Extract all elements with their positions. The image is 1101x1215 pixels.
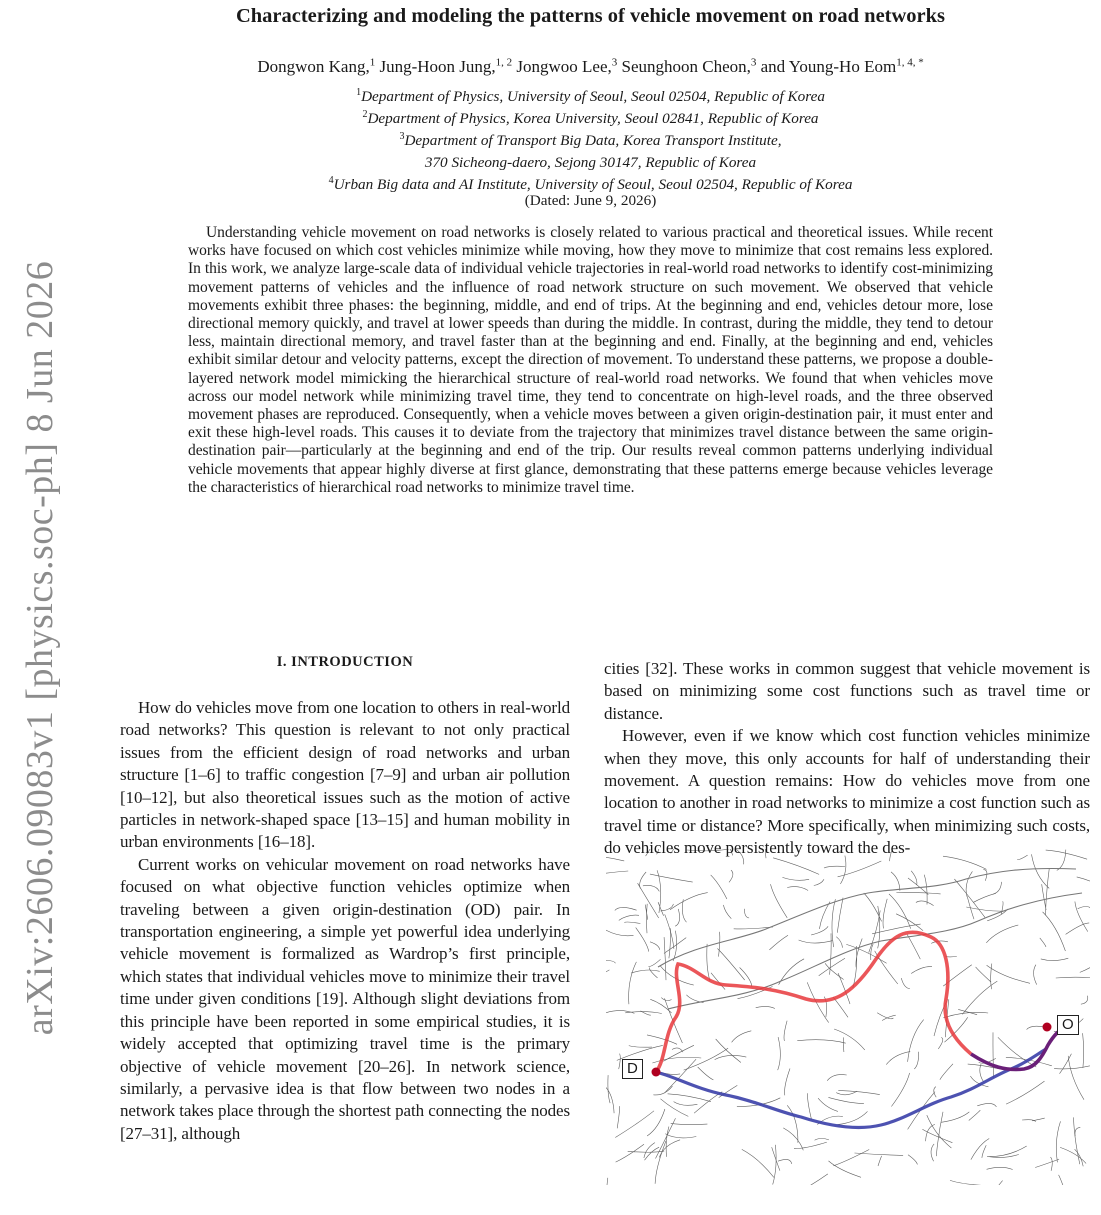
road-segment [819,958,845,976]
road-segment [674,1102,698,1106]
road-segment [606,929,634,936]
road-segment [606,855,624,861]
road-segment [665,914,674,949]
road-segment [832,899,835,947]
road-segment [606,1087,614,1113]
road-segment [1059,1175,1068,1185]
road-segment [606,871,628,877]
road-segment [629,962,637,1004]
road-segment [718,949,745,981]
road-segment [838,1090,880,1094]
road-segment [836,937,842,948]
road-segment [843,1037,844,1052]
road-segment [684,1048,729,1070]
road-segment [828,1097,864,1103]
author: Jongwoo Lee,$^3$ [516,56,618,76]
road-segment [615,1111,654,1138]
road-segment [669,928,671,958]
road-segment [644,1143,655,1158]
road-segment [1043,912,1066,951]
destination-label: D [622,1059,643,1079]
road-segment [715,1055,747,1059]
road-segment [986,925,1018,943]
road-segment [787,887,808,891]
road-segment [785,1069,790,1096]
road-segment [976,967,992,982]
road-segment [616,1144,644,1162]
arxiv-identifier: arXiv:2606.09083v1 [physics.soc-ph] 8 Jun 2026 [19,260,61,1036]
road-segment [837,898,843,933]
road-segment [833,1150,869,1166]
road-segment [982,1145,986,1158]
road-segment [838,973,850,1004]
road-segment [682,899,686,922]
road-segment [711,875,727,899]
road-segment [987,965,1030,983]
road-segment [773,1145,776,1185]
road-segment [931,1144,934,1161]
road-segment [1068,1056,1084,1100]
road-segment [729,870,733,882]
road-segment [1078,907,1090,911]
road-segment [797,1040,845,1043]
road-segment [834,1029,865,1050]
road-segment [650,942,660,950]
road-segment [896,914,923,931]
road-segment [943,856,987,869]
road-segment [649,968,657,978]
road-segment [687,849,731,851]
road-segment [666,1127,669,1157]
travel-time-route [656,932,971,1072]
abstract: Understanding vehicle movement on road networks is closely related to various practical and theoretical issues. While recent works have focused on which cost vehicles minimize while moving, how they move to minimize that cost remains less explored. In this work, we analyze large-scale data of individual vehicle trajectories in real-world road networks to identify cost-minimizing movement patterns of vehicles and the influence of road network structure on such movement. We observed that vehicle movements exhibit three phases: the beginning, middle, and end of trips. At the beginning and end, vehicles detour more, lose directional memory quickly, and travel at lower speeds than during the middle. In contrast, during the middle, they tend to detour less, maintain directional memory, and travel faster than at the beginning and end. Finally, at the beginning and end, vehicles exhibit similar detour and velocity patterns, except the direction of movement. To understand these patterns, we propose a double-layered network model mimicking the hierarchical structure of real-world road networks. We found that when vehicles move across our model network while minimizing travel time, they tend to concentrate on high-level roads, and the three observed movement phases are reproduced. Consequently, when a vehicle moves between a given origin-destination pair, it must enter and exit these high-level roads. This causes it to deviate from the trajectory that minimizes travel distance between the same origin-destination pair—particularly at the beginning and end of the trip. Our results reveal common patterns underlying individual vehicle movements that appear highly diverse at first glance, demonstrating that these patterns emerge because vehicles leverage the characteristics of hierarchical road networks to minimize travel time. [188,224,993,496]
road-segment [943,1012,988,1017]
road-segment [647,1109,665,1136]
author: Dongwon Kang,$^1$ [257,56,376,76]
road-segment [784,1021,787,1041]
left-column [120,654,570,1145]
road-segment [896,892,940,893]
road-segment [987,1167,1013,1169]
road-segment [1080,951,1090,972]
road-segment [606,1178,608,1185]
road-segment [936,1112,943,1156]
road-segment [833,997,848,1017]
road-segment [975,1181,1003,1185]
road-segment [650,999,671,1013]
dated-line: (Dated: June 9, 2026) [524,192,657,209]
road-segment [664,938,686,954]
road-segment [1040,938,1046,947]
road-segment [1054,1065,1090,1069]
road-segment [926,1124,935,1141]
road-segment [1045,868,1049,915]
affiliation: 370 Sicheong-daero, Sejong 30147, Republic of Korea [424,154,757,172]
road-segment [1075,1149,1084,1166]
road-segment [668,1094,711,1102]
affiliation: $^4$Urban Big data and AI Institute, University of Seoul, Seoul 02504, Republic of Korea [328,175,853,194]
road-segment [664,937,666,980]
road-segment [655,1141,666,1184]
road-segment [990,1146,1027,1157]
road-segment [882,1015,896,1020]
road-segment [794,1142,827,1149]
road-segment [1042,884,1046,910]
road-segment [922,1129,952,1142]
intro-paragraph: However, even if we know which cost function vehicles minimize when they move, this only accounts for half of understanding their movement. A question remains: How do vehicles move from one location to another in road networks to minimize a cost function such as travel time or distance? More specifically, when minimizing such costs, do vehicles move persistently toward the des- [604,726,1090,858]
road-segment [698,1067,714,1080]
road-segment [719,932,720,957]
road-segment [615,907,637,910]
road-segment [663,1045,694,1061]
road-network-map [606,849,1090,1185]
road-segment [771,884,788,918]
road-segment [827,1075,847,1081]
road-segment [653,1086,672,1095]
intro-paragraph: Current works on vehicular movement on road networks have focused on what objective function vehicles optimize when traveling between a given origin-destination (OD) pair. In transportation engineering, a simple yet powerful idea underlying vehicle movement is formalized as Wardrop’s first principle, which states that individual vehicles move to minimize their travel time under given conditions [19]. Although slight deviations from this principle have been reported in some empirical studies, it is widely accepted that optimizing travel time is the primary objective of vehicle movement [20–26]. In network science, similarly, a pervasive idea is that flow between two nodes in a network takes place through the shortest path connecting the nodes [27–31], although [120,854,570,1143]
road-segment [1041,958,1069,960]
road-segment [658,902,664,916]
road-segment [619,1054,621,1070]
paper-title: Characterizing and modeling the patterns of vehicle movement on road networks [235,5,946,27]
road-segment [707,944,710,981]
road-segment [954,879,985,917]
road-segment [619,915,639,920]
destination-marker [652,1068,661,1077]
road-segment [661,904,674,911]
road-segment [815,1138,829,1140]
road-segment [924,875,927,905]
road-segment [987,1154,1019,1157]
road-segment [675,909,679,926]
road-segment [661,998,671,1001]
road-segment [608,1075,610,1103]
road-segment [606,970,609,982]
road-segment [649,959,661,966]
road-segment [901,978,910,989]
road-segment [736,850,743,865]
road-segment [657,870,661,913]
road-segment [911,967,932,974]
road-segment [814,879,824,885]
arxiv-sidebar [0,0,80,1215]
road-segment [966,907,1004,911]
affiliation: $^2$Department of Physics, Korea University, Seoul 02841, Republic of Korea [362,109,819,128]
road-segment [1060,1147,1086,1163]
origin-label: O [1057,1015,1079,1035]
road-segment [907,935,920,960]
origin-marker [1043,1023,1052,1032]
road-segment [993,882,1001,894]
road-segment [908,1155,917,1165]
road-segment [908,1020,924,1062]
road-segment [665,1134,696,1138]
road-segment [659,1140,680,1158]
road-network-lines [606,849,1090,1185]
road-segment [645,1147,660,1160]
road-segment [829,1161,862,1177]
road-segment [631,970,660,973]
road-segment [886,1052,910,1065]
road-segment [656,1118,676,1158]
road-segment [1056,1121,1060,1162]
road-segment [716,1039,741,1063]
road-segment [889,894,911,929]
distance-route [656,1049,1046,1127]
road-segment [824,866,845,868]
road-segment [624,922,640,924]
road-segment [883,899,887,929]
road-segment [740,968,752,987]
road-segment [756,1006,775,1008]
road-segment [974,893,996,902]
road-segment [1035,1159,1059,1167]
road-segment [765,849,766,858]
road-segment [916,901,934,906]
road-segment [993,1032,994,1078]
road-segment [783,1128,803,1150]
author: and Young-Ho Eom$^{1, 4, *}$ [760,56,924,76]
road-segment [977,1103,996,1107]
road-segment [650,874,693,882]
road-segment [773,858,819,875]
road-segment [782,877,809,880]
road-segment [966,871,972,896]
road-segment [940,1064,953,1080]
road-segment [638,883,659,918]
road-segment [647,1035,677,1044]
road-segment [878,1156,882,1166]
road-segment [646,904,647,933]
road-segment [1017,855,1027,860]
road-segment [1046,850,1087,859]
road-segment [643,885,659,891]
road-segment [969,1110,981,1120]
road-segment [745,909,750,918]
author: Jung-Hoon Jung,$^{1, 2}$ [379,56,513,76]
road-segment [671,849,698,853]
road-segment [891,872,900,891]
road-segment [661,1099,689,1117]
road-segment [799,940,833,943]
road-segment [1034,965,1037,985]
road-segment [869,911,881,953]
road-segment [839,849,847,852]
road-segment [941,1112,969,1122]
road-segment [838,861,882,877]
road-segment [998,1037,1036,1067]
road-segment [908,878,928,895]
road-segment [1077,877,1090,895]
road-segment [1056,977,1090,979]
intro-paragraph: How do vehicles move from one location to others in real-world road networks? This question is relevant to not only practical issues from the efficient design of road networks and urban structure [1–6] to traffic congestion [7–9] and urban air pollution [10–12], but also theoretical issues such as the motion of active particles in network-shaped space [13–15] and human mobility in urban environments [16–18]. [120,698,570,852]
road-segment [891,1073,909,1107]
road-segment [742,1149,774,1177]
road-segment [825,963,844,979]
shared-route [971,1027,1066,1069]
road-segment [840,856,846,884]
road-segment [629,1046,652,1048]
affiliation: $^3$Department of Transport Big Data, Korea Transport Institute, [399,131,782,150]
intro-paragraph: cities [32]. These works in common suggest that vehicle movement is based on minimizing some cost functions such as travel time or distance. [604,659,1090,723]
road-segment [657,849,660,854]
road-segment [962,981,997,1014]
road-segment [836,1091,857,1095]
road-segment [787,1105,798,1143]
road-segment [1051,1157,1053,1171]
right-column [604,658,1090,860]
road-segment [818,1098,838,1111]
road-segment [914,1052,918,1069]
road-segment [980,1064,984,1082]
road-segment [877,1013,893,1019]
author-list [80,56,1101,77]
road-segment [732,1031,752,1043]
section-heading: I. INTRODUCTION [276,654,414,670]
road-segment [789,1174,828,1185]
road-segment [1083,1033,1084,1068]
road-segment [606,961,616,964]
road-segment [890,849,902,861]
road-segment [971,1139,989,1160]
affiliation-list [80,84,1101,194]
road-segment [950,1180,981,1185]
road-segment [1032,854,1050,888]
road-segment [640,872,646,888]
road-segment [723,905,731,919]
road-network-figure [606,849,1090,1185]
road-segment [807,1093,811,1119]
road-segment [1081,996,1088,1005]
road-segment [670,893,708,910]
author: Seunghoon Cheon,$^3$ [621,56,757,76]
road-segment [1075,1127,1080,1136]
road-segment [778,1159,792,1163]
affiliation: $^1$Department of Physics, University of Seoul, Seoul 02504, Republic of Korea [356,87,825,106]
road-segment [694,1092,722,1114]
road-segment [1006,1081,1044,1104]
road-segment [837,1111,867,1124]
road-segment [769,935,788,950]
road-segment [617,1106,620,1128]
road-segment [938,1038,943,1049]
road-segment [855,1153,904,1155]
road-segment [778,1037,781,1070]
road-segment [671,1123,708,1124]
